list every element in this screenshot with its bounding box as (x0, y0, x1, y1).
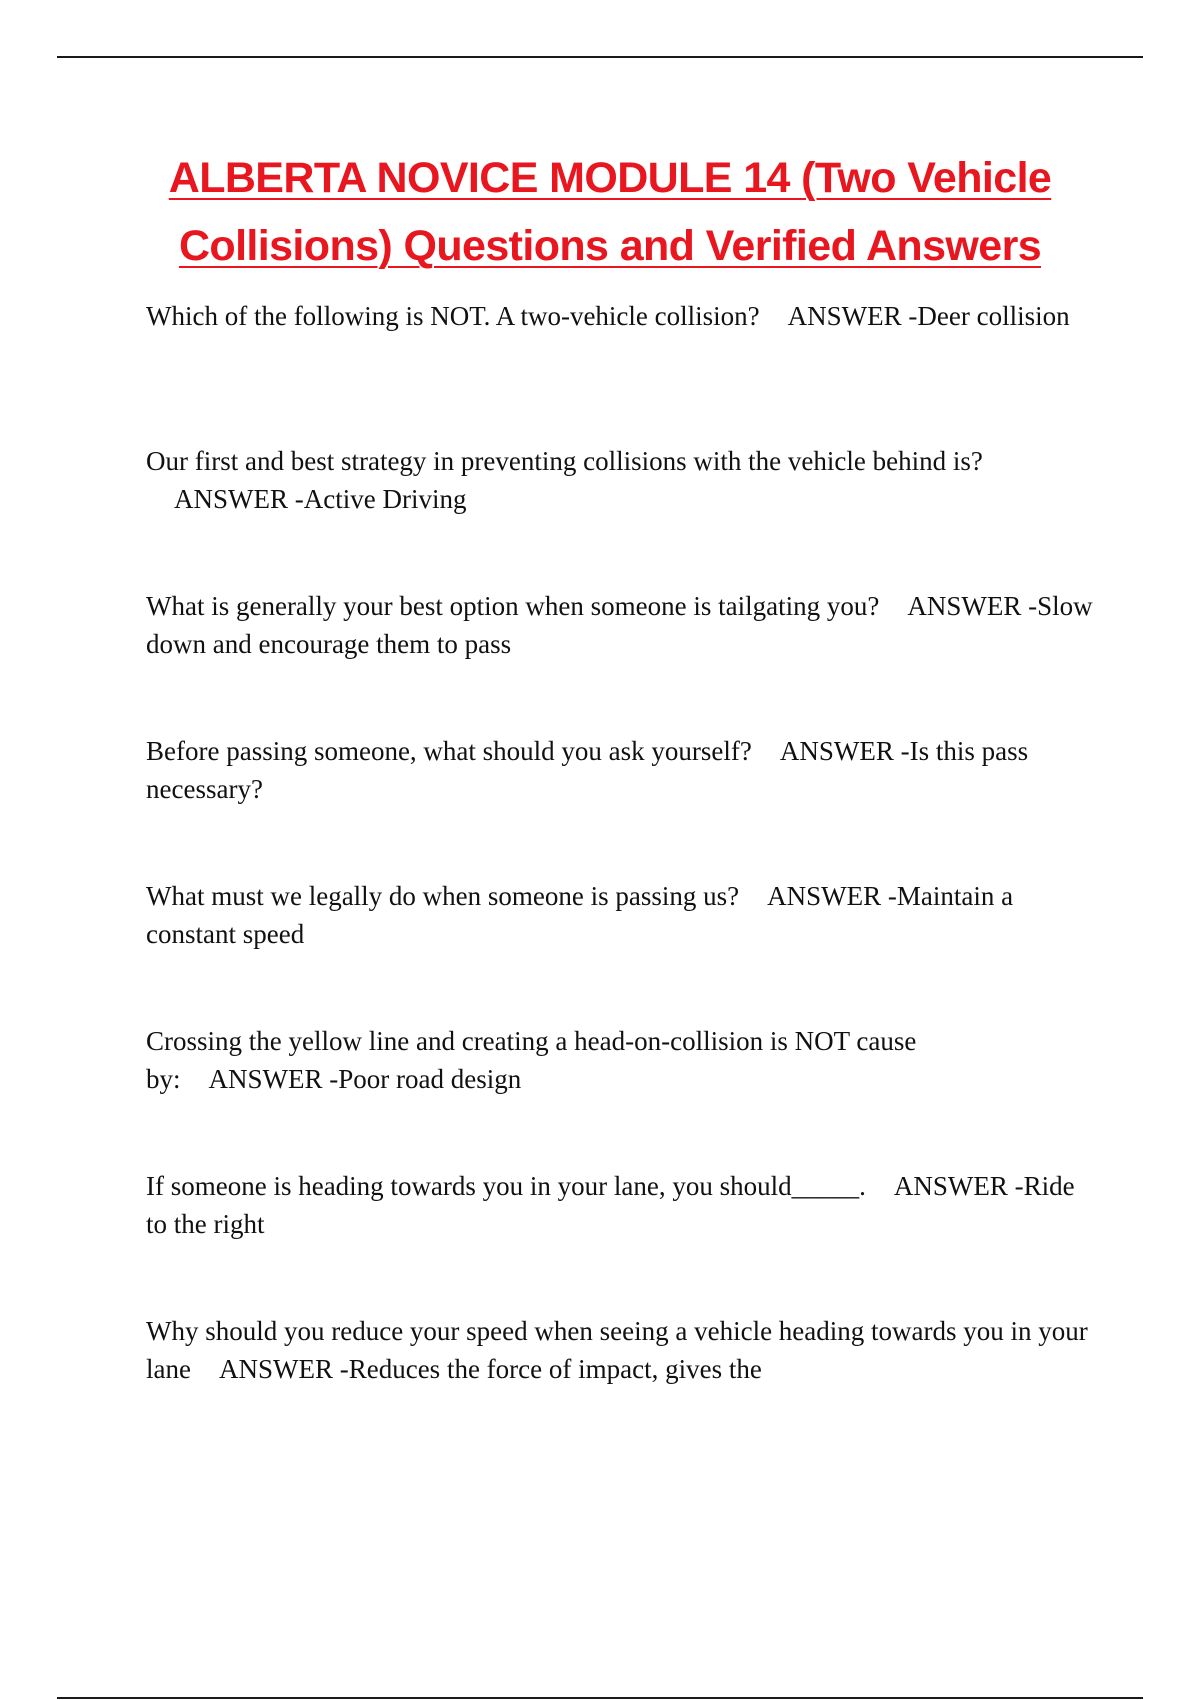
qa-item (146, 877, 1096, 953)
answer-text: ANSWER -Slow down and encourage them to pass (146, 591, 1093, 659)
question-text: Before passing someone, what should you ask yourself? (146, 736, 752, 766)
question-text: Which of the following is NOT. A two-vehicle collision? (146, 301, 760, 331)
question-text: What must we legally do when someone is passing us? (146, 881, 740, 911)
answer-text: ANSWER -Poor road design (208, 1064, 522, 1094)
answer-text: ANSWER -Deer collision (787, 301, 1070, 331)
question-text: Crossing the yellow line and creating a head-on-collision is NOT cause by: (146, 1026, 917, 1094)
answer-text: ANSWER -Is this pass necessary? (146, 736, 1029, 804)
qa-item (146, 732, 1096, 808)
question-text: If someone is heading towards you in your lane, you should_____. (146, 1171, 866, 1201)
answer-text: ANSWER -Maintain a constant speed (146, 881, 1014, 949)
answer-text: ANSWER -Ride to the right (146, 1171, 1075, 1239)
top-rule (57, 56, 1143, 58)
answer-text: ANSWER -Active Driving (174, 484, 467, 514)
qa-item (146, 1022, 1096, 1098)
qa-list (146, 297, 1096, 1457)
qa-item (146, 297, 1096, 373)
bottom-rule (57, 1697, 1143, 1699)
qa-item (146, 1312, 1096, 1388)
question-text: Our first and best strategy in preventing collisions with the vehicle behind is? (146, 446, 983, 476)
qa-item (146, 587, 1096, 663)
document-title: ALBERTA NOVICE MODULE 14 (Two Vehicle Collisions) Questions and Verified Answers (168, 154, 1052, 270)
qa-item (146, 1167, 1096, 1243)
answer-text: ANSWER -Reduces the force of impact, gives the (218, 1354, 762, 1384)
qa-item (146, 442, 1096, 518)
question-text: Why should you reduce your speed when seeing a vehicle heading towards you in your lane (146, 1316, 1088, 1384)
question-text: What is generally your best option when someone is tailgating you? (146, 591, 880, 621)
